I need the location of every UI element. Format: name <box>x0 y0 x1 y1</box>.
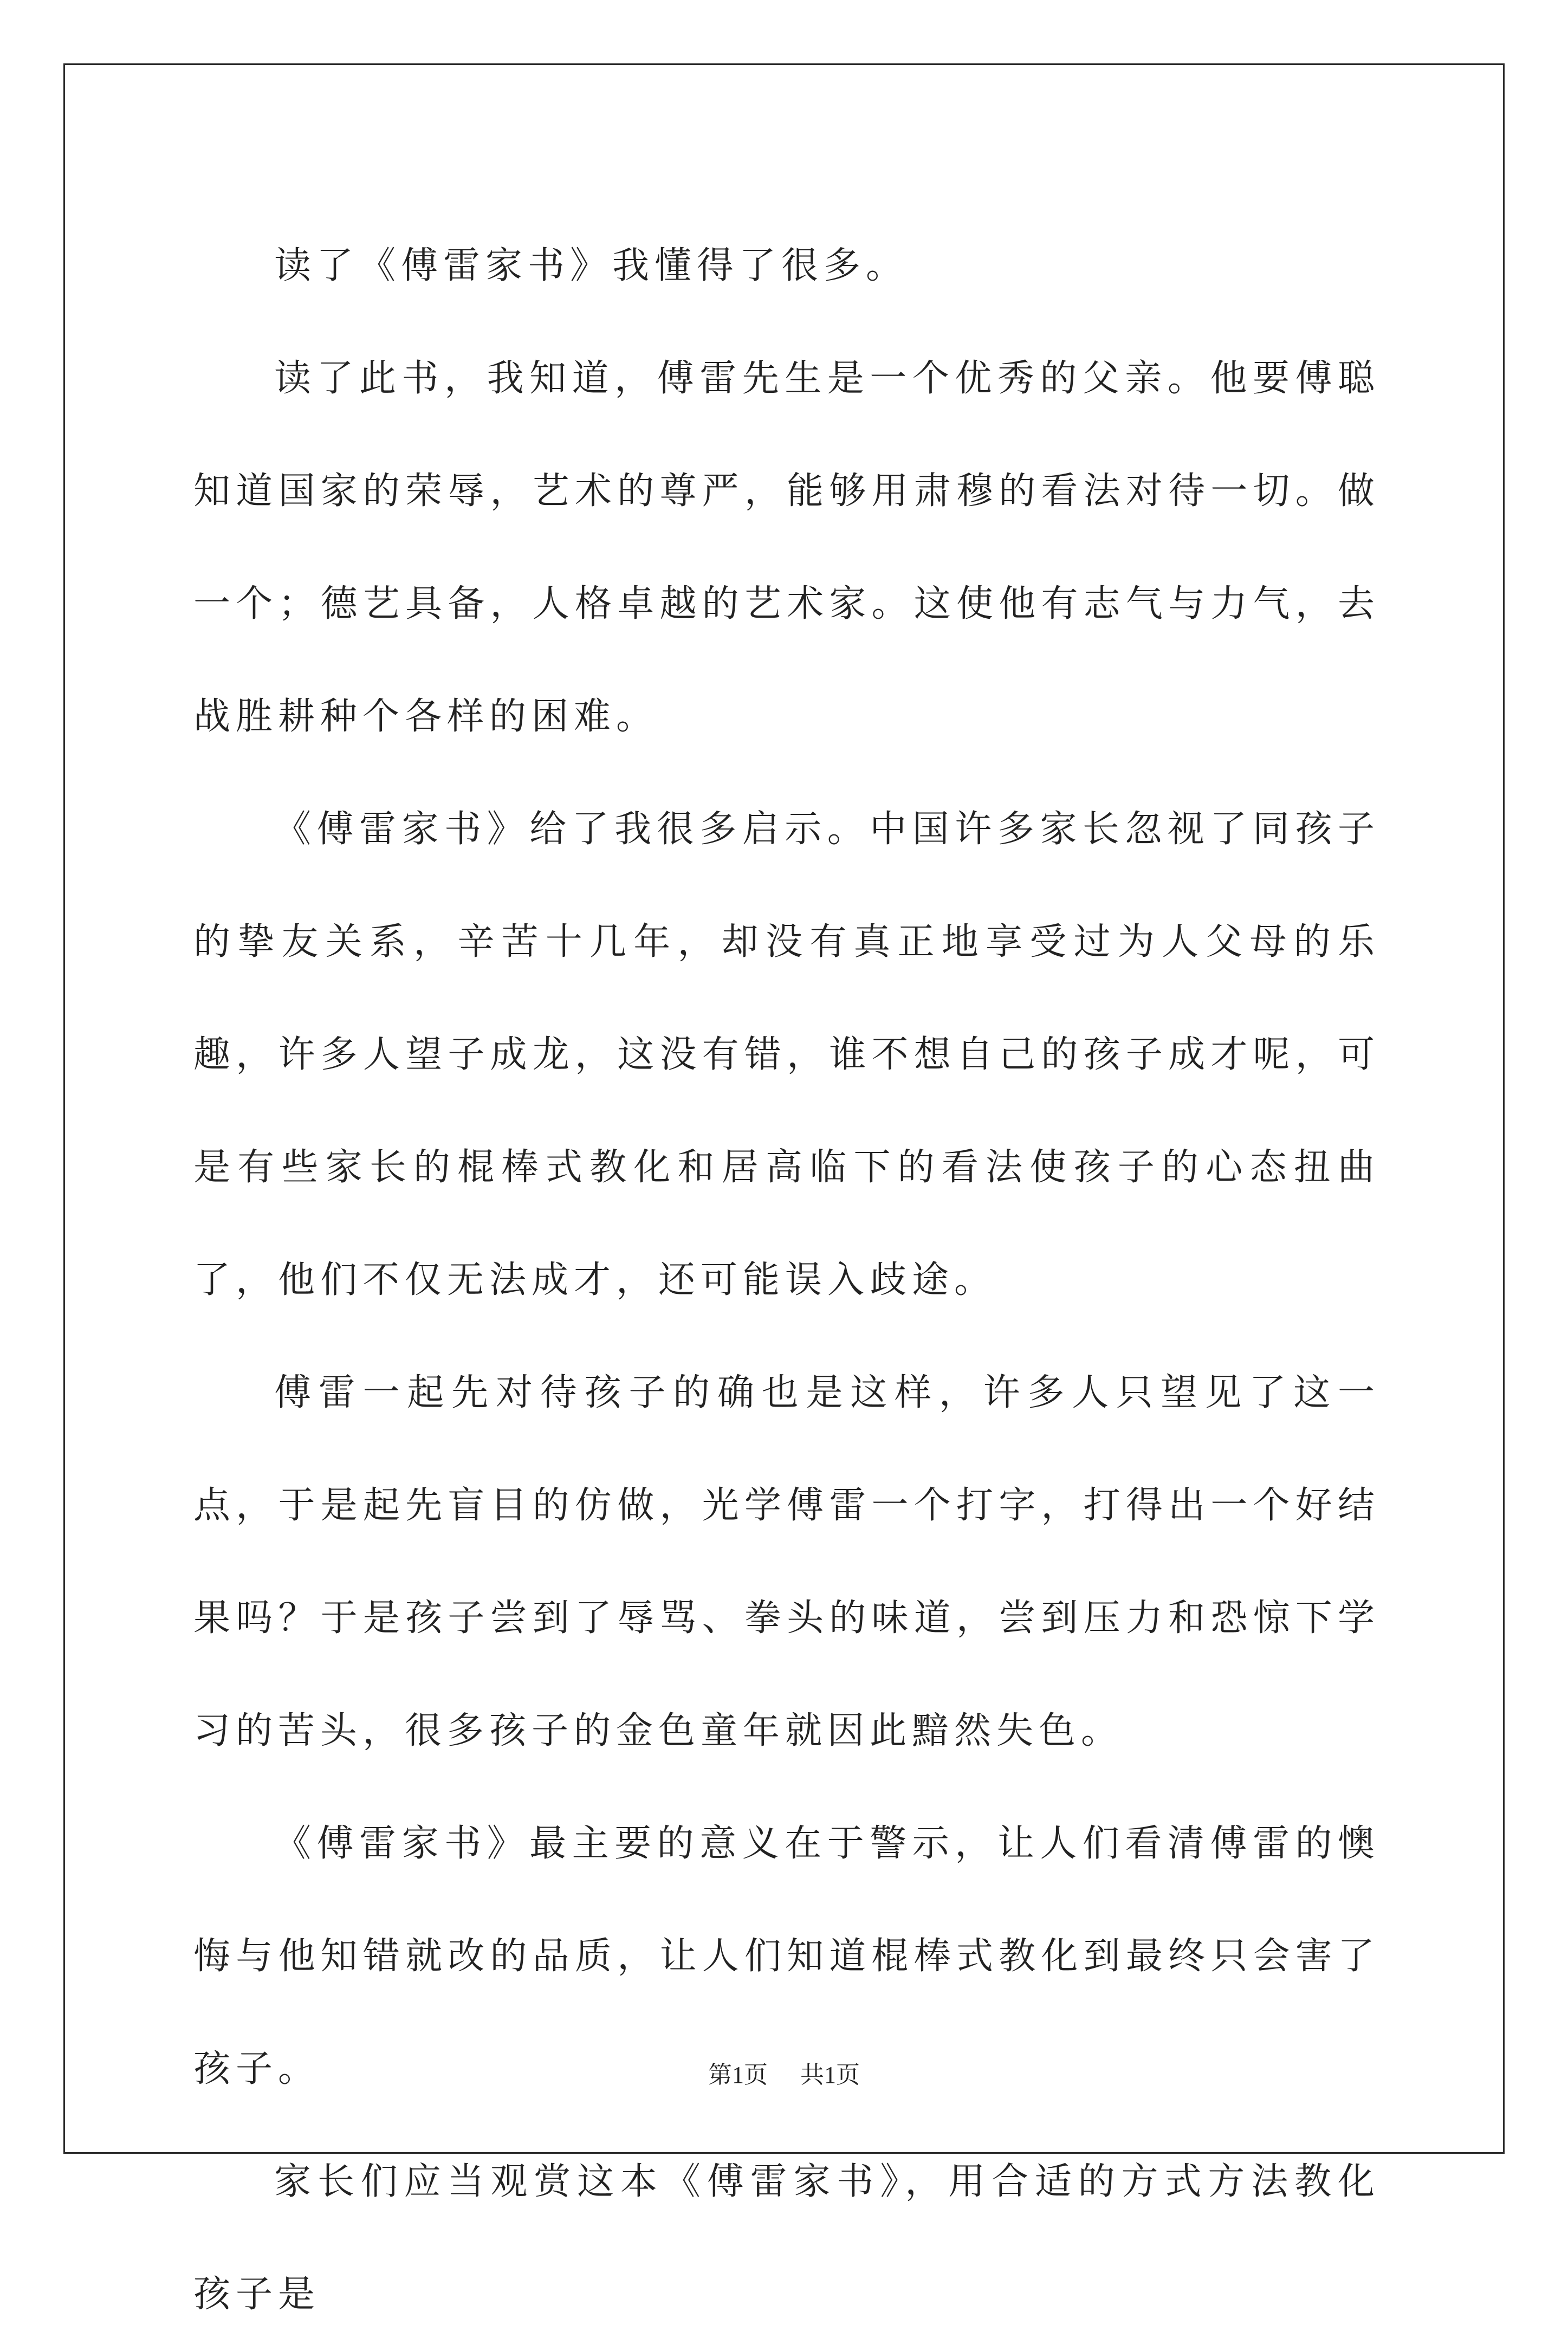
paragraph: 读了此书，我知道，傅雷先生是一个优秀的父亲。他要傅聪知道国家的荣辱，艺术的尊严，能够用肃穆的看法对待一切。做一个；德艺具备，人格卓越的艺术家。这使他有志气与力气，去战胜耕种个各样的困难。 <box>193 357 1380 738</box>
paragraph: 《傅雷家书》最主要的意义在于警示，让人们看清傅雷的懊悔与他知错就改的品质，让人们知道棍棒式教化到最终只会害了孩子。 <box>193 1822 1380 2090</box>
page-footer <box>0 2059 1568 2091</box>
page-number: 第1页 <box>708 2062 768 2088</box>
document-body <box>193 210 1380 2351</box>
paragraph: 读了《傅雷家书》我懂得了很多。 <box>274 244 909 287</box>
paragraph: 傅雷一起先对待孩子的确也是这样，许多人只望见了这一点，于是起先盲目的仿做，光学傅雷一个打字，打得出一个好结果吗？于是孩子尝到了辱骂、拳头的味道，尝到压力和恐惊下学习的苦头，很多孩子的金色童年就因此黯然失色。 <box>193 1371 1380 1752</box>
paragraph: 《傅雷家书》给了我很多启示。中国许多家长忽视了同孩子的挚友关系，辛苦十几年，却没有真正地享受过为人父母的乐趣，许多人望子成龙，这没有错，谁不想自己的孩子成才呢，可是有些家长的棍棒式教化和居高临下的看法使孩子的心态扭曲了，他们不仅无法成才，还可能误入歧途。 <box>193 808 1380 1301</box>
page-total: 共1页 <box>800 2062 860 2088</box>
paragraph: 家长们应当观赏这本《傅雷家书》，用合适的方式方法教化孩子是 <box>193 2160 1380 2316</box>
